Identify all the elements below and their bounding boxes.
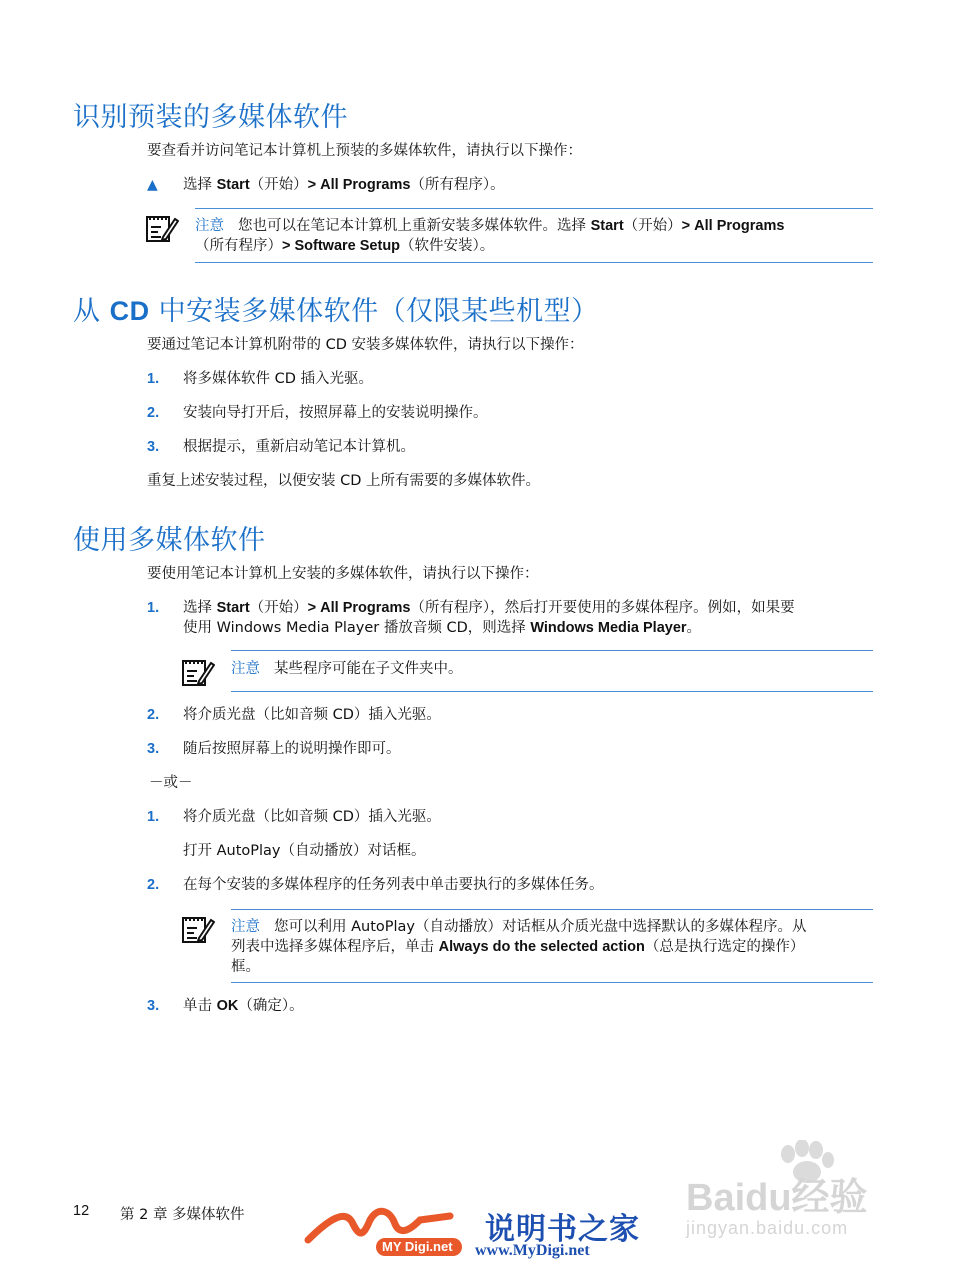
baidu-url: jingyan.baidu.com [686,1218,849,1238]
step-text: 在每个安装的多媒体程序的任务列表中单击要执行的多媒体任务。 [183,877,604,893]
step-text: 随后按照屏幕上的说明操作即可。 [183,741,401,757]
note-icon [181,912,215,944]
or-separator: －或－ [149,775,193,791]
note-line-1: 注意 您可以利用 AutoPlay（自动播放）对话框从介质光盘中选择默认的多媒体程序。从 [231,919,807,935]
step-text: 安装向导打开后，按照屏幕上的安装说明操作。 [183,405,488,421]
step-number: 2. [147,405,160,421]
section-title-preinstalled: 识别预装的多媒体软件 [73,102,348,133]
step-number: 1. [147,809,160,825]
note-icon [181,655,215,687]
chapter-label: 第 2 章 多媒体软件 [120,1207,245,1223]
step-number: 2. [147,707,160,723]
bullet-text: 选择 Start（开始）> All Programs（所有程序）。 [183,177,505,193]
step-number: 1. [147,371,160,387]
baidu-watermark [684,1140,914,1250]
note-line-3: 框。 [231,959,260,975]
mydigi-logo-text: MY Digi.net [382,1239,453,1254]
step-number: 3. [147,741,160,757]
step-text: 将介质光盘（比如音频 CD）插入光驱。 [183,809,441,825]
section-intro: 要通过笔记本计算机附带的 CD 安装多媒体软件，请执行以下操作： [147,337,584,353]
mydigi-watermark-logo [300,1200,660,1268]
step-text-line-1: 选择 Start（开始）> All Programs（所有程序），然后打开要使用的多媒体程序。例如，如果要 [183,600,795,616]
note-line-1: 注意 您也可以在笔记本计算机上重新安装多媒体软件。选择 Start（开始）> All Programs [195,218,785,234]
note-box [231,909,873,983]
note-text: 注意 某些程序可能在子文件夹中。 [231,661,463,677]
note-box [231,650,873,692]
mydigi-url: www.MyDigi.net [475,1242,590,1259]
bullet-triangle-icon: ▲ [147,177,158,193]
step-number: 1. [147,600,160,616]
step-number: 2. [147,877,160,893]
step-text: 将多媒体软件 CD 插入光驱。 [183,371,374,387]
step-number: 3. [147,998,160,1014]
section-intro: 要使用笔记本计算机上安装的多媒体软件，请执行以下操作： [147,566,539,582]
step-subtext: 打开 AutoPlay（自动播放）对话框。 [183,843,426,859]
note-line-2: 列表中选择多媒体程序后，单击 Always do the selected action（总是执行选定的操作） [231,939,805,955]
section-title-use-software: 使用多媒体软件 [73,525,266,556]
note-box [195,208,873,263]
page-number: 12 [73,1203,90,1219]
baidu-logo-text: Baidu经验 [686,1177,868,1219]
step-text-line-2: 使用 Windows Media Player 播放音频 CD，则选择 Windows Media Player。 [183,620,702,636]
note-icon [145,211,179,243]
step-text: 将介质光盘（比如音频 CD）插入光驱。 [183,707,441,723]
step-text: 根据提示，重新启动笔记本计算机。 [183,439,415,455]
note-line-2: （所有程序）> Software Setup（软件安装）。 [195,238,495,254]
section-intro: 要查看并访问笔记本计算机上预装的多媒体软件，请执行以下操作： [147,143,582,159]
step-text: 单击 OK（确定）。 [183,998,304,1014]
step-number: 3. [147,439,160,455]
section-title-install-cd: 从 CD 中安装多媒体软件（仅限某些机型） [73,296,599,327]
section-outro: 重复上述安装过程，以便安装 CD 上所有需要的多媒体软件。 [147,473,541,489]
mydigi-cn-text: 说明书之家 [485,1212,640,1247]
